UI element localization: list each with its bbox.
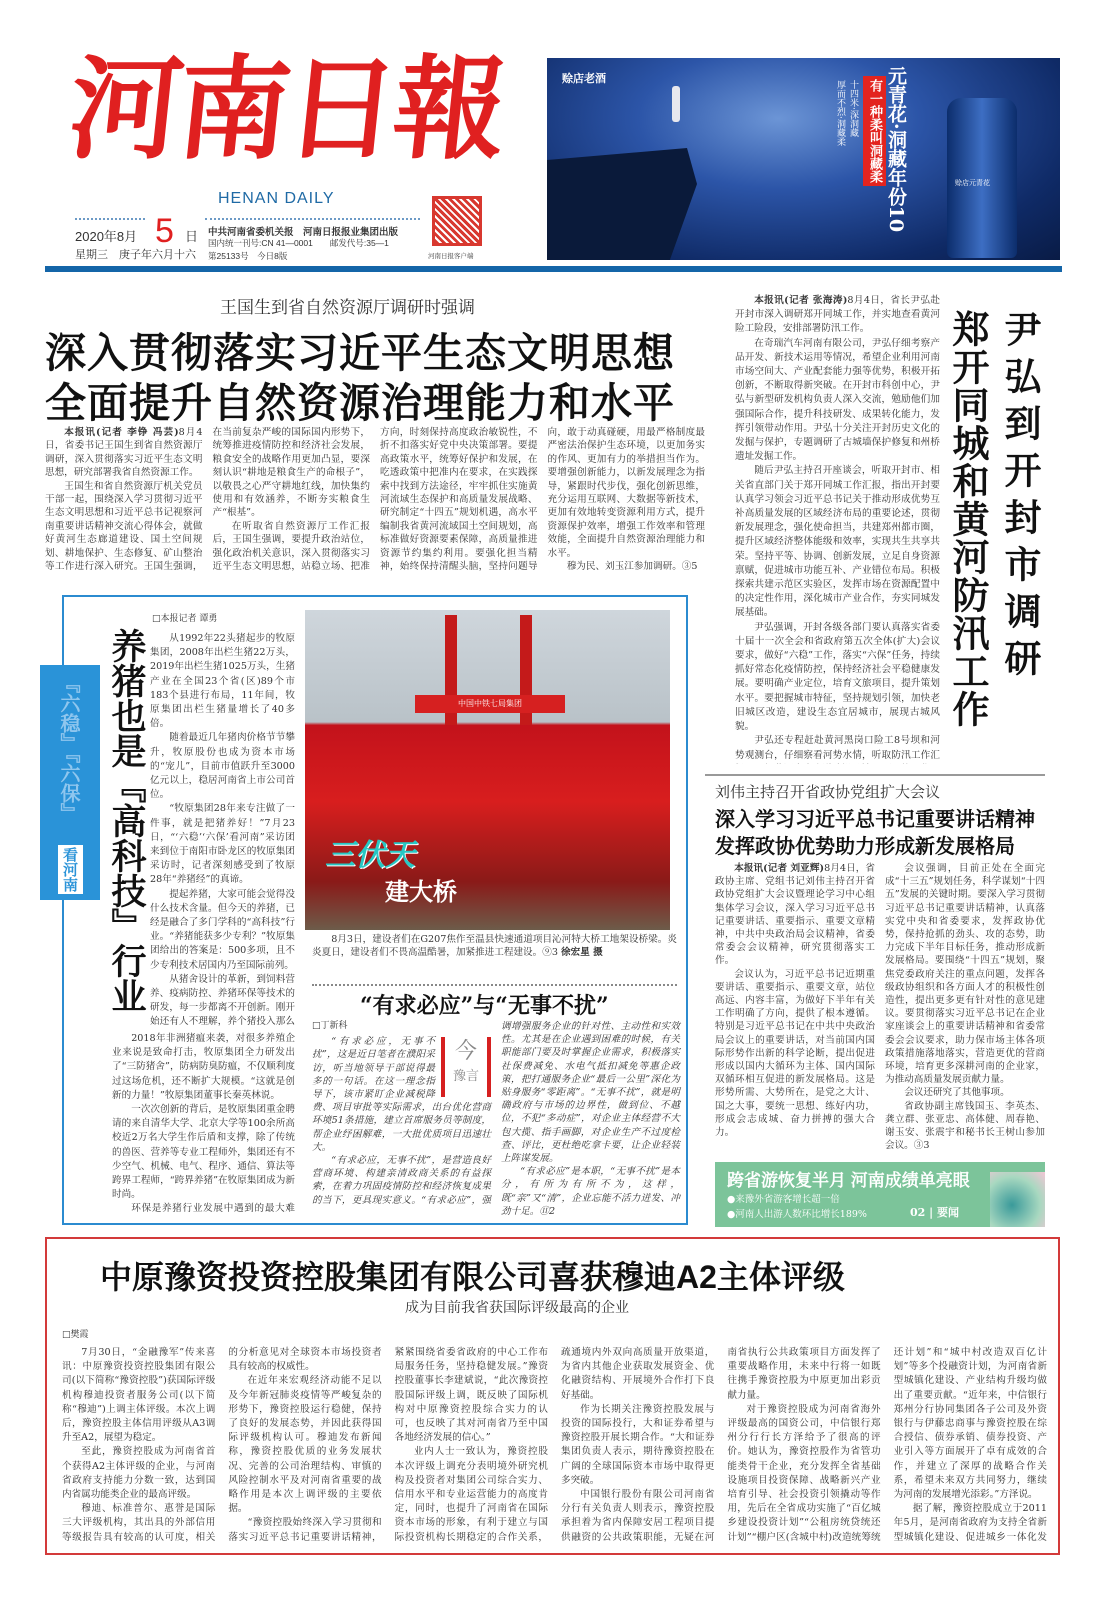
date-day: 5 bbox=[155, 212, 174, 250]
banner-title: 跨省游恢复半月 河南成绩单亮眼 bbox=[727, 1171, 970, 1190]
lead-subtitle: 王国生到省自然资源厅调研时强调 bbox=[220, 298, 475, 317]
yinhong-headline-2[interactable]: 郑开同城和黄河防汛工作 bbox=[946, 310, 990, 728]
date-suffix: 日 bbox=[185, 229, 199, 244]
photo-sign: 中国中铁七局集团 bbox=[415, 695, 565, 713]
bridge-construction-photo[interactable] bbox=[305, 610, 670, 930]
column-stamp: 今 豫言 bbox=[441, 1037, 491, 1097]
qr-label: 河南日报客户端 bbox=[428, 253, 474, 260]
photo-caption: 8月3日，建设者们在G207焦作至温县快速通道项目沁河特大桥工地架设桥梁。炎炎夏日，建设者们不畏高温酷暑，加紧推进工程建设。⑨3 徐宏星 摄 bbox=[312, 934, 677, 959]
banner-bullet: ●来豫外省游客增长超一倍 bbox=[727, 1194, 840, 1205]
cppcc-article-body: 本报讯(记者 刘亚辉)8月4日，省政协主席、党组书记刘伟主持召开省政协党组扩大会议暨理论学习中心组集体学习会议，深入学习习近平总书记重要讲话、重要指示、重要文章精神，中共中央政治局会议精神，省委常委会会议精神，研究贯彻落实工作。 会议认为，习近平总书记近期重要讲话、重要指示、重要文章，站位高远、内容丰富，为做好下半年有关工作明确了方向，提供了根本遵循。特别是习近平总书记在中共中央政治局会议上的重要讲话，对当前国内国际形势作出新的科学论断，提出促进形成以国内大循环为主体、国内国际双循环相互促进的新发展格局。这是形势所需、大势所在，是党之大计、国之大事，要统一思想、练好内功，形成会志成城、奋力拼搏的强大合力。 会议强调，目前正处在全面完成“十三五”规划任务，科学谋划“十四五”发展的关键时期。要深入学习贯彻习近平总书记重要讲话精神，认真落实党中央和省委要求，发挥政协优势，保持抢抓的劲头、攻的态势，助力完成下半年目标任务，推动形成新发展格局。要围绕“十四五”规划，聚焦党委政府关注的重点问题，发挥各级政协组织和各方面人才的积极性创造性，提出更多更有针对性的意见建议。要贯彻落实习近平总书记在企业家座谈会上的重要讲话精神和省委常委会会议要求，助力保市场主体各项政策措施落地落实，营造更优的营商环境，培育更多深耕河南的企业家，为推动高质量发展贡献力量。 会议还研究了其他事项。 省政协副主席钱国玉、李英杰、龚立群、张亚忠、高体健、周春艳、谢玉安、张震宇和秘书长王树山参加会议。③3 bbox=[715, 863, 1045, 1152]
yinhong-headline[interactable]: 尹弘到开封市调研 bbox=[998, 310, 1042, 686]
divider bbox=[75, 218, 145, 220]
person-figure bbox=[672, 86, 680, 122]
masthead-rule bbox=[45, 266, 1062, 272]
tourism-banner[interactable] bbox=[715, 1162, 1045, 1227]
tab-label: 『六稳』『六保』 bbox=[57, 673, 81, 823]
byline: 本报讯(记者 刘亚辉) bbox=[734, 863, 825, 874]
byline: 本报讯(记者 张海涛) bbox=[754, 295, 848, 306]
photo-overlay: 建大桥 bbox=[385, 877, 457, 906]
issn: 国内统一刊号:CN 41—0001 邮发代号:35—1 bbox=[208, 238, 389, 248]
commentary-body: □丁新科 今 豫言 “有求必应，无事不扰”，这是近日笔者在濮阳采访，听当地领导干部说得最多的一句话。在这一理念指导下，该市紧盯企业减税降费、项目审批等实际需求，出台优化营商环境51条措施，建立首席服务员等制度，帮企业纾困解难，一大批优质项目迅速壮大。 “有求必应，无事不扰”，是营造良好营商环境、构建亲清政商关系的有益探索，在着力巩固疫情防控和经济恢复成果的当下，更具现实意义。“有求必应”，强调增强服务企业的针对性、主动性和实效性。尤其是在企业遇到困难的时候，有关职能部门要及时掌握企业需求，积极落实社保费减免、水电气抵扣减免等惠企政策，把打通服务企业“最后一公里”深化为贴身服务“零距离”。“无事不扰”，就是明确政府与市场的边界性，做到位、不越位，不犯“多动症”，对企业主体经营不大包大揽、指手画脚，对企业生产不过度检查、评比，更杜绝吃拿卡要，让企业轻装上阵谋发展。 “有求必应”是本职，“无事不扰”是本分，有所为有所不为，这样，既“亲”又“清”，企业忘能不活力迸发、冲劲十足。⑪2 bbox=[312, 1021, 680, 1217]
cliff-image bbox=[547, 148, 747, 260]
ad-product: 元青花·洞藏年份10 bbox=[885, 66, 907, 233]
date-prefix: 2020年8月 bbox=[75, 229, 138, 244]
commentary-byline: □丁新科 bbox=[312, 1021, 348, 1031]
feature-headline[interactable]: 养猪也是『高科技』行业 bbox=[106, 628, 147, 1013]
divider bbox=[312, 984, 677, 986]
cppcc-subtitle: 刘伟主持召开省政协党组扩大会议 bbox=[715, 784, 941, 801]
cppcc-headline[interactable]: 深入学习习近平总书记重要讲话精神 bbox=[715, 807, 1035, 831]
feature-byline: □本报记者 谭勇 bbox=[152, 614, 218, 624]
ad-line: 厚而不烈·洞藏柔 bbox=[835, 80, 845, 146]
bottom-article-body: 7月30日，“金融豫军”传来喜讯：中原豫资投资控股集团有限公司(以下简称“豫资控股”)获国际评级机构穆迪投资者服务公司(以下简称“穆迪”)上调主体评级。本次上调后，豫资控股主体信用评级从A3调升至A2，展望为稳定。 至此，豫资控股成为河南省首个获得A2主体评级的企业，与河南省政府支持能力分数一致，达到国内省属功能类企业的最高评级。 穆迪、标准普尔、惠誉是国际三大评级机构，其出具的外部信用等级报告具有较高的认可度，相关的分析意见对全球资本市场投资者具有较高的权威性。 在近年来宏观经济动能不足以及今年新冠肺炎疫情等严峻复杂的形势下，豫资控股运行稳健，保持了良好的发展态势，并因此获得国际评级机构认可。穆迪发布新闻称，豫资控股优质的业务发展状况、完善的公司治理结构、审慎的风险控制水平及对河南省重要的战略作用是本次上调评级的主要依据。 “豫资控股始终深入学习贯彻和落实习近平总书记重要讲话精神，紧紧围绕省委省政府的中心工作布局服务任务，坚持稳健发展。”豫资控股董事长李建斌说，“此次豫资控股国际评级上调，既反映了国际机构对中原豫资控股综合实力的认可，也反映了其对河南省乃至中国各地经济发展的信心。” 业内人士一致认为，豫资控股本次评级上调充分表明境外研究机构及投资者对集团公司综合实力、信用水平和专业运营能力的高度肯定，同时，也提升了河南省在国际资本市场的形象，有利于建立与国际投资机构长期稳定的合作关系，疏通境内外双向高质量开放渠道，为省内其他企业获取发展资金、优化融资结构、开展境外合作打下良好基础。 作为长期关注豫资控股发展与投资的国际投行，大和证券希望与豫资控股开展长期合作。“大和证券集团负责人表示，期待豫资控股在广阔的全球国际资本市场中取得更多突破。 中国银行股份有限公司河南省分行有关负责人则表示，豫资控股承担着为省内保障安居工程项目提供融资的公共政策职能，无疑在河南省执行公共政策项目方面发挥了重要战略作用，未来中行将一如既往携手豫资控股为中原更加出彩贡献力量。 对于豫资控股成为河南省海外评级最高的国资公司，中信银行郑州分行行长方泽给予了很高的评价。她认为，豫资控股作为省管功能类骨干企业，充分发挥全省基础设施项目投资保障、战略新兴产业培育引导、社会投资引领撬动等作用，先后在全省成功实施了“百亿城乡建设投资计划”“公租房统贷统还计划”“棚户区(含城中村)改造统筹统还计划”和“城中村改造双百亿计划”等多个投融资计划，为河南省新型城镇化建设、产业结构升级均做出了重要贡献。“近年来，中信银行郑州分行协同集团各子公司及外资银行与伊藤忠商事与豫资控股在综合授信、债券承销、债券投资、产业引入等方面展开了卓有成效的合作，并建立了深厚的战略合作关系，希望未来双方共同努力，继续为河南的发展增光添彩。”方泽说。 据了解，豫资控股成立于2011年5月，是河南省政府为支持全省新型城镇化建设、促进城乡一体化发 bbox=[62, 1347, 1047, 1543]
feature-body-bottom: 2018年非洲猪瘟来袭，对很多养殖企业来说是致命打击，牧原集团全力研发出了“三防猪舍”，防病防臭防瘟，不仅顺利度过这场危机，还不断扩大规模。“这就是创新的力量！”牧原集团董事长秦英林说。 一次次创新的背后，是牧原集团重金聘请的来自清华大学、北京大学等100余所高校近2万名大学生作后盾和支撑，除了传统的兽医、营养等专业工程师外，集团还有不少空气、机械、电气、程序、通信、算法等跨界工程师，“跨界养猪”在牧原集团成为新时尚。 环保是养猪行业发展中遇到的最大难 bbox=[112, 1033, 295, 1215]
column-tab bbox=[40, 665, 100, 900]
ad-slogan: 有一种柔叫洞藏柔 bbox=[863, 76, 886, 186]
ad-line: 十四米·深洞藏 bbox=[848, 80, 858, 137]
ad-brand: 赊店老酒 bbox=[562, 72, 606, 85]
weekday-lunar: 星期三 庚子年六月十六 bbox=[75, 249, 196, 261]
lead-headline[interactable]: 全面提升自然资源治理能力和水平 bbox=[45, 379, 675, 427]
liquor-advertisement[interactable] bbox=[547, 58, 1060, 260]
photo-credit: 徐宏星 摄 bbox=[561, 947, 603, 959]
banner-page-ref: 02 | 要闻 bbox=[910, 1206, 959, 1219]
bottle-label: 赊店元青花 bbox=[955, 179, 990, 187]
bottom-byline: □樊霞 bbox=[62, 1330, 89, 1340]
bottom-subtitle: 成为目前我省获国际评级最高的企业 bbox=[405, 1299, 629, 1315]
issue-number: 第25133号 今日8版 bbox=[208, 251, 288, 261]
publisher: 中共河南省委机关报 河南日报报业集团出版 bbox=[208, 227, 399, 238]
divider bbox=[705, 774, 1045, 776]
feature-body-top: 从1992年22头猪起步的牧原集团，2008年出栏生猪22万头，2019年出栏生猪1025万头，生猪产业在全国23个省(区)89个市183个县进行布局，11年间，牧原集团出栏生猪量增长了40多倍。 随着最近几年猪肉价格节节攀升，牧原股份也成为资本市场的“宠儿”，目前市值跃升至3000亿元以上，稳居河南省上市公司首位。 “牧原集团28年来专注做了一件事，就是把猪养好！”7月23日，“‘六稳’‘六保’看河南”采访团来到位于南阳市卧龙区的牧原集团采访时，记者深刻感受到了牧原28年“养猪经”的真谛。 提起养猪，大家可能会觉得没什么技术含量。但今天的养猪，已经是融合了多门学科的“高科技”行业。“养猪能获多少专利？”牧原集团给出的答案是：500多项，且不少专利技术居国内乃至国际前列。 从猪舍设计的革新，到饲料营养、疫病防控、养猪环保等技术的研发，每一步都离不开创新。刚开始还有人不理解，养个猪投入那么 bbox=[150, 633, 295, 1028]
lead-article-body: 本报讯(记者 李铮 冯芸)8月4日，省委书记王国生到省自然资源厅调研，深入贯彻落实习近平生态文明思想，研究部署我省自然资源工作。 王国生和省自然资源厅机关党员干部一起，围绕深入学习贯彻习近平生态文明思想和习近平总书记视察河南重要讲话精神交流心得体会，就做好黄河生态廊道建设、国土空间规划、耕地保护、生态修复、矿山整治等工作进行深入研究。王国生强调，在当前复杂严峻的国际国内形势下，统筹推进疫情防控和经济社会发展，粮食安全的战略作用更加凸显，要深刻认识“耕地是粮食生产的命根子”，以敬畏之心严守耕地红线，加快集约使用和有效涵养，不断夯实粮食生产“根基”。 在听取省自然资源厅工作汇报后，王国生强调，要提升政治站位，强化政治机关意识，深入贯彻落实习近平生态文明思想，站稳立场、把准方向，时刻保持高度政治敏锐性，不折不扣落实好党中央决策部署。要提高政策水平，统筹好保护和发展，在吃透政策中把准内在要求，在实践探索中找到方法途径，牢牢抓住实施黄河流域生态保护和高质量发展战略、研究制定“十四五”规划机遇，高水平编制我省黄河流域国土空间规划，高标准做好资源要素保障，高质量推进资源节约集约利用。要强化担当精神，始终保持清醒头脑，坚持问题导向，敢于动真碰硬，用最严格制度最严密法治保护生态环境，以更加务实的作风、更加有力的举措担当作为。要增强创新能力，以新发展理念为指导，紧跟时代步伐，强化创新思维，充分运用互联网、大数据等新技术，更加有效地转变资源利用方式，提升资源保护效率，增强工作效率和管理效能，全面提升自然资源治理能力和水平。 穆为民、刘玉江参加调研。③5 bbox=[45, 427, 705, 573]
illustration bbox=[990, 1172, 1045, 1227]
tab-sub: 看河南 bbox=[58, 845, 83, 894]
bottom-headline[interactable]: 中原豫资投资控股集团有限公司喜获穆迪A2主体评级 bbox=[100, 1259, 845, 1295]
newspaper-logo: 河南日報 bbox=[63, 44, 509, 175]
lead-headline[interactable]: 深入贯彻落实习近平生态文明思想 bbox=[45, 329, 675, 377]
qr-code[interactable] bbox=[432, 196, 482, 246]
divider bbox=[205, 218, 420, 220]
english-title: HENAN DAILY bbox=[218, 190, 335, 207]
photo-overlay: 三伏天 bbox=[325, 838, 415, 873]
byline: 本报讯(记者 李铮 冯芸) bbox=[64, 427, 179, 438]
yinhong-article-body: 本报讯(记者 张海涛)8月4日，省长尹弘赴开封市深入调研郑开同城工作，并实地查看黄河险工险段，安排部署防汛工作。 在奇瑞汽车河南有限公司，尹弘仔细考察产品开发、新技术运用等情况，希望企业利用河南市场空间大、产业配套能力强等优势，积极开拓创新，不断取得新突破。在开封市科创中心，尹弘与新型研发机构负责人深入交流，勉励他们加强国际合作，提升科技研发、成果转化能力，发挥引领带动作用。尹弘十分关注开封历史文化的发掘与保护，专题调研了古城墙保护修复和州桥遗址发掘工作。 随后尹弘主持召开座谈会，听取开封市、相关省直部门关于郑开同城工作汇报，指出开封要认真学习领会习近平总书记关于推动形成优势互补高质量发展的区域经济布局的重要论述，贯彻新发展理念，强化使命担当，共建郑州都市圈，提升区域经济整体能级和效率，实现共生共享共荣。坚持平等、协调、创新发展，立足自身资源禀赋，促进城市功能互补、产业错位布局。积极探索共建示范区实验区，发挥市场在资源配置中的决定性作用，深化城市产业合作，夯实同城发展基础。 尹弘强调，开封各级各部门要认真落实省委十届十一次全会和省政府第五次全体(扩大)会议要求，做好“六稳”工作，落实“六保”任务，持续抓好常态化疫情防控，保持经济社会平稳健康发展。要明确产业定位，培育文旅项目，提升策划水平。要把握城市特征，坚持规划引领，加快老旧城区改造，建设生态宜居城市，展现古城风貌。 尹弘还专程赶赴黄河黑岗口险工8号坝和河势观测台，仔细察看河势水情，听取防汛工作汇 bbox=[735, 295, 940, 761]
commentary-title[interactable]: “有求必应”与“无事不扰” bbox=[360, 993, 609, 1019]
bottle-image bbox=[947, 98, 1017, 258]
banner-bullet: ●河南人出游人数环比增长189% bbox=[727, 1209, 867, 1220]
cppcc-headline[interactable]: 发挥政协优势助力形成新发展格局 bbox=[715, 834, 1015, 858]
